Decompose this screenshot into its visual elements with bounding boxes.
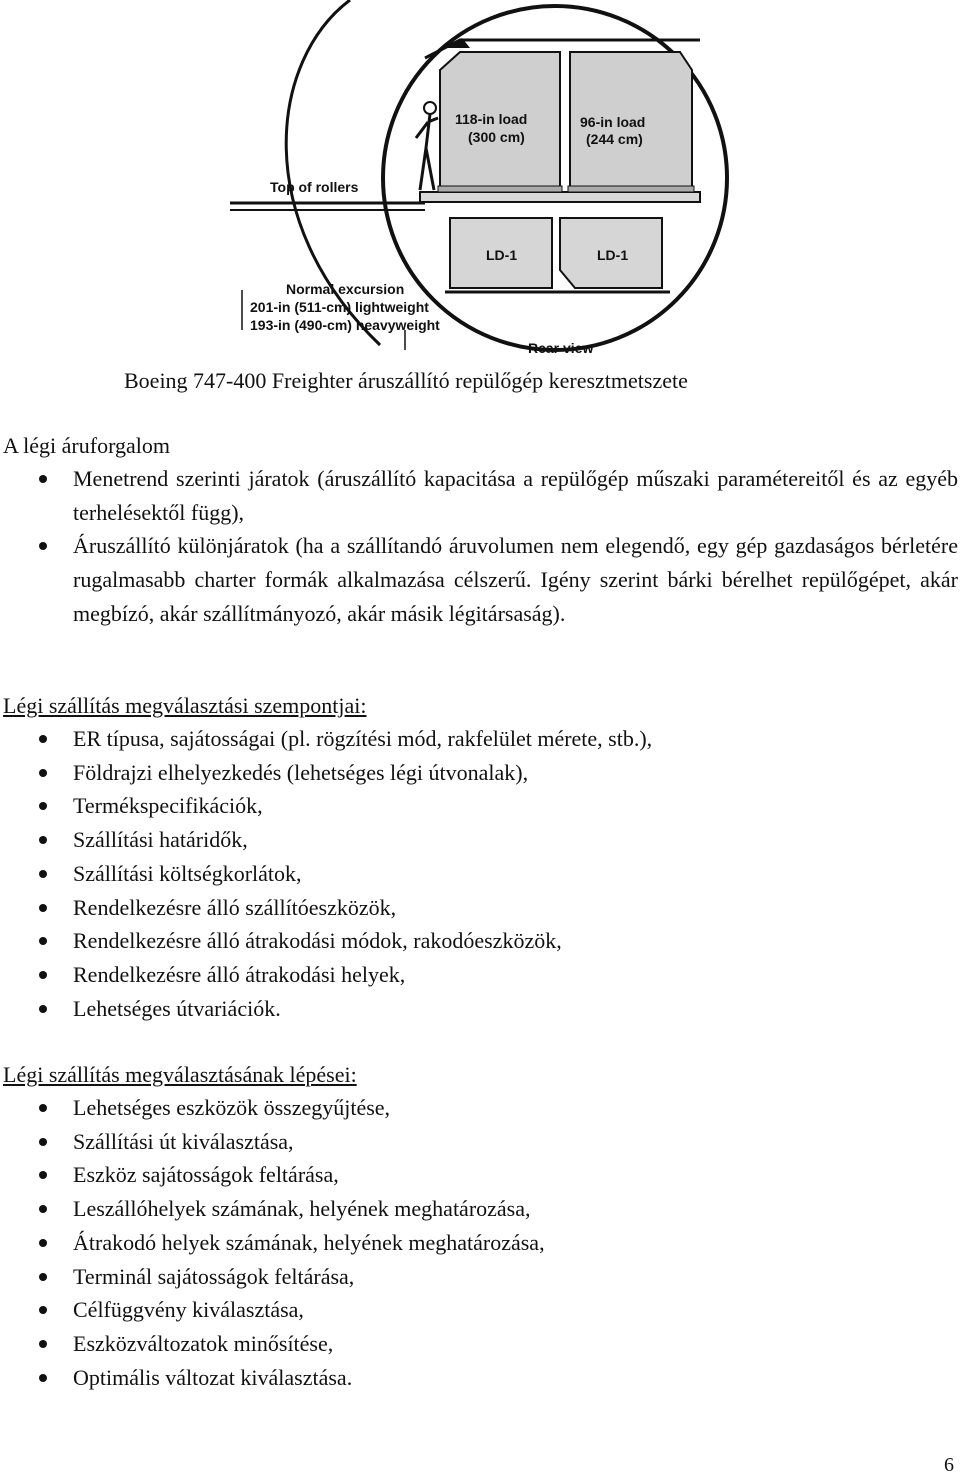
bullet-icon	[39, 1005, 47, 1013]
section-air-freight	[3, 429, 958, 631]
bullet-icon	[39, 870, 47, 878]
bullet-icon	[39, 1138, 47, 1146]
list-item	[3, 1260, 958, 1294]
label-normal-excursion: Normal excursion	[286, 281, 405, 297]
list-item-text: Szállítási határidők,	[73, 827, 248, 853]
list-item	[3, 1125, 958, 1159]
bullet-icon	[39, 1104, 47, 1112]
bullet-icon	[39, 475, 47, 483]
air-freight-list	[3, 462, 958, 631]
list-item-text: ER típusa, sajátosságai (pl. rögzítési mód, rakfelület mérete, stb.),	[73, 726, 653, 751]
list-item-text: Lehetséges útvariációk.	[73, 995, 281, 1021]
list-item-text: Földrajzi elhelyezkedés (lehetséges légi útvonalak),	[73, 759, 529, 785]
list-item-text: Eszköz sajátosságok feltárása,	[73, 1162, 339, 1188]
list-item-text: Termékspecifikációk,	[73, 793, 263, 819]
section-heading-air-freight: A légi áruforgalom	[3, 433, 170, 458]
list-item	[3, 1327, 958, 1361]
bullet-icon	[39, 971, 47, 979]
label-top-of-rollers: Top of rollers	[270, 179, 359, 195]
bullet-icon	[39, 769, 47, 777]
list-item	[3, 529, 958, 630]
list-item	[3, 1361, 958, 1395]
list-item	[3, 857, 958, 891]
bullet-icon	[39, 836, 47, 844]
bullet-icon	[39, 1306, 47, 1314]
bullet-icon	[39, 1273, 47, 1281]
list-item	[3, 756, 958, 790]
label-244-cm: (244 cm)	[586, 131, 643, 147]
list-item-text: Menetrend szerinti járatok (áruszállító kapacitása a repülőgép műszaki paramétereitől és az egyéb terhelésektől függ),	[73, 466, 958, 525]
list-item-text: Terminál sajátosságok feltárása,	[73, 1263, 355, 1289]
list-item	[3, 823, 958, 857]
cross-section-figure	[230, 0, 730, 362]
label-ld1-right: LD-1	[597, 247, 629, 263]
section-heading-selection-criteria: Légi szállítás megválasztási szempontjai:	[3, 693, 367, 718]
list-item	[3, 1192, 958, 1226]
label-heavyweight: 193-in (490-cm) heavyweight	[250, 317, 440, 333]
list-item	[3, 789, 958, 823]
label-96-in-load: 96-in load	[580, 114, 646, 130]
list-item-text: Átrakodó helyek számának, helyének meghatározása,	[73, 1229, 545, 1255]
bullet-icon	[39, 1239, 47, 1247]
selection-steps-list	[3, 1091, 958, 1394]
label-300-cm: (300 cm)	[468, 129, 525, 145]
section-selection-criteria	[3, 689, 958, 1025]
label-lightweight: 201-in (511-cm) lightweight	[250, 299, 429, 315]
list-item-text: Optimális változat kiválasztása.	[73, 1364, 353, 1390]
list-item-text: Rendelkezésre álló szállítóeszközök,	[73, 894, 397, 920]
label-118-in-load: 118-in load	[455, 111, 528, 127]
list-item-text: Rendelkezésre álló átrakodási helyek,	[73, 961, 406, 987]
list-item	[3, 958, 958, 992]
bullet-icon	[39, 542, 47, 550]
list-item	[3, 1226, 958, 1260]
list-item-text: Eszközváltozatok minősítése,	[73, 1330, 334, 1356]
bullet-icon	[39, 1340, 47, 1348]
fuselage-diagram	[230, 0, 730, 362]
list-item	[3, 1091, 958, 1125]
section-selection-steps	[3, 1058, 958, 1394]
list-item-text: Szállítási költségkorlátok,	[73, 860, 302, 886]
list-item	[3, 992, 958, 1026]
bullet-icon	[39, 735, 47, 743]
list-item	[3, 891, 958, 925]
bullet-icon	[39, 937, 47, 945]
bullet-icon	[39, 802, 47, 810]
label-rear-view: Rear view	[528, 340, 594, 356]
list-item	[3, 722, 958, 756]
bullet-icon	[39, 1171, 47, 1179]
bullet-icon	[39, 904, 47, 912]
section-heading-selection-steps: Légi szállítás megválasztásának lépései:	[3, 1062, 357, 1087]
figure-caption: Boeing 747-400 Freighter áruszállító repülőgép keresztmetszete	[124, 368, 688, 393]
label-ld1-left: LD-1	[486, 247, 518, 263]
page-number: 6	[944, 1454, 954, 1476]
list-item	[3, 924, 958, 958]
list-item-text: Célfüggvény kiválasztása,	[73, 1297, 304, 1323]
list-item-text: Rendelkezésre álló átrakodási módok, rakodóeszközök,	[73, 928, 562, 954]
list-item	[3, 1293, 958, 1327]
list-item-text: Szállítási út kiválasztása,	[73, 1128, 294, 1154]
bullet-icon	[39, 1374, 47, 1382]
list-item	[3, 462, 958, 529]
list-item-text: Áruszállító különjáratok (ha a szállítandó áruvolumen nem elegendő, egy gép gazdaságos bérletére rugalmasabb charter formák alkalmazása célszerű. Igény szerint bárki bérelhet repülőgépet, akár megbízó, akár szállítmányozó, akár másik légitársaság).	[73, 533, 958, 626]
bullet-icon	[39, 1205, 47, 1213]
list-item-text: Leszállóhelyek számának, helyének meghatározása,	[73, 1196, 531, 1222]
selection-criteria-list	[3, 722, 958, 1025]
list-item-text: Lehetséges eszközök összegyűjtése,	[73, 1095, 391, 1120]
list-item	[3, 1158, 958, 1192]
